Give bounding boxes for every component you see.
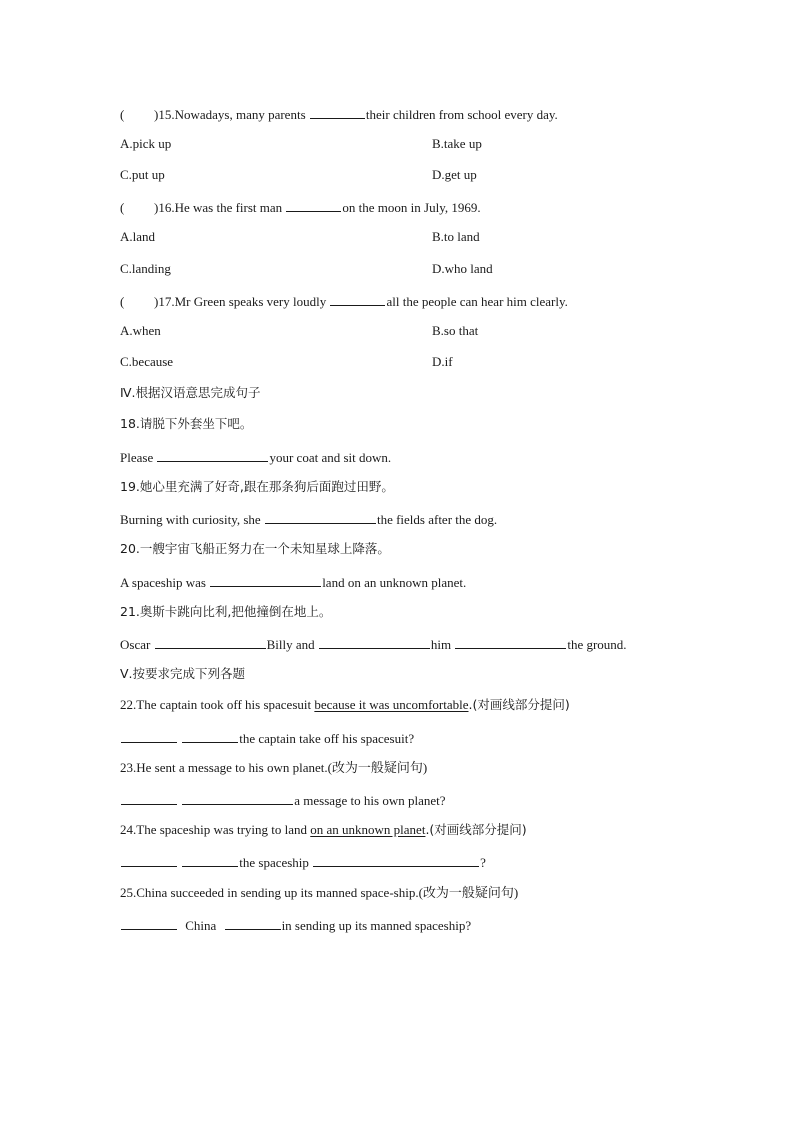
q21-english <box>120 635 627 653</box>
q24-stem <box>120 822 527 838</box>
q25-blank-2[interactable] <box>225 916 281 930</box>
q21-part-2: Billy and <box>266 637 315 652</box>
q24-pre: 24.The spaceship was trying to land <box>120 822 308 837</box>
q16-blank[interactable] <box>286 198 341 212</box>
q21-blank-2[interactable] <box>319 635 430 649</box>
q24-answer-end: ? <box>480 855 486 870</box>
q22-blank-1[interactable] <box>121 729 177 743</box>
section-5-title: Ⅴ.按要求完成下列各题 <box>120 666 246 681</box>
q23-answer-line <box>120 791 446 809</box>
q25-answer-post: in sending up its manned spaceship? <box>281 918 472 933</box>
question-16-stem <box>120 198 481 216</box>
answer-paren[interactable]: ( <box>120 294 125 309</box>
q17-option-b[interactable]: B.so that <box>432 323 479 338</box>
q17-stem-post: all the people can hear him clearly. <box>386 294 568 309</box>
q16-option-b[interactable]: B.to land <box>432 229 480 244</box>
q18-pre: Please <box>120 450 154 465</box>
q25-answer-line <box>120 916 471 934</box>
q24-answer-line <box>120 853 486 871</box>
q22-answer-post: the captain take off his spacesuit? <box>239 731 415 746</box>
q21-part-1: Oscar <box>120 637 151 652</box>
q20-chinese: 20.一艘宇宙飞船正努力在一个未知星球上降落。 <box>120 541 390 556</box>
q19-pre: Burning with curiosity, she <box>120 512 261 527</box>
q17-option-c[interactable]: C.because <box>120 354 174 369</box>
q19-english <box>120 510 497 528</box>
q17-option-d[interactable]: D.if <box>432 354 453 369</box>
q18-english <box>120 448 391 466</box>
q23-answer-post: a message to his own planet? <box>294 793 446 808</box>
q21-part-4: the ground. <box>567 637 627 652</box>
q18-blank[interactable] <box>157 448 268 462</box>
answer-paren[interactable]: ( <box>120 200 125 215</box>
q15-blank[interactable] <box>310 105 365 119</box>
section-4-title: Ⅳ.根据汉语意思完成句子 <box>120 385 261 400</box>
q21-chinese: 21.奥斯卡跳向比利,把他撞倒在地上。 <box>120 604 332 619</box>
q15-stem-post: their children from school every day. <box>365 107 558 122</box>
q16-stem-pre: )16.He was the first man <box>154 200 283 215</box>
q22-answer-line <box>120 729 414 747</box>
q24-instruction: .(对画线部分提问) <box>425 822 527 837</box>
q17-option-a[interactable]: A.when <box>120 323 161 338</box>
q23-stem: 23.He sent a message to his own planet.(改为一般疑问句) <box>120 760 428 775</box>
q21-blank-1[interactable] <box>155 635 266 649</box>
q20-pre: A spaceship was <box>120 575 206 590</box>
q17-stem-pre: )17.Mr Green speaks very loudly <box>154 294 327 309</box>
q16-option-c[interactable]: C.landing <box>120 261 171 276</box>
q15-option-c[interactable]: C.put up <box>120 167 165 182</box>
q21-part-3: him <box>430 637 452 652</box>
q19-post: the fields after the dog. <box>376 512 498 527</box>
question-17-stem <box>120 292 568 310</box>
q19-blank[interactable] <box>265 510 376 524</box>
q25-answer-mid: China <box>185 918 217 933</box>
q24-blank-3[interactable] <box>313 853 479 867</box>
q25-stem: 25.China succeeded in sending up its manned space-ship.(改为一般疑问句) <box>120 885 519 900</box>
q18-post: your coat and sit down. <box>269 450 392 465</box>
q15-option-d[interactable]: D.get up <box>432 167 477 182</box>
q22-stem <box>120 697 570 713</box>
q23-blank-1[interactable] <box>121 791 177 805</box>
q22-underlined: because it was uncomfortable <box>314 697 469 712</box>
q25-blank-1[interactable] <box>121 916 177 930</box>
q22-pre: 22.The captain took off his spacesuit <box>120 697 312 712</box>
answer-paren[interactable]: ( <box>120 107 125 122</box>
q22-blank-2[interactable] <box>182 729 238 743</box>
q19-chinese: 19.她心里充满了好奇,跟在那条狗后面跑过田野。 <box>120 479 394 494</box>
q23-blank-2[interactable] <box>182 791 293 805</box>
q15-stem-pre: )15.Nowadays, many parents <box>154 107 306 122</box>
q21-blank-3[interactable] <box>455 635 566 649</box>
q20-blank[interactable] <box>210 573 321 587</box>
q24-underlined: on an unknown planet <box>310 822 426 837</box>
q20-post: land on an unknown planet. <box>322 575 467 590</box>
q20-english <box>120 573 466 591</box>
q24-answer-mid: the spaceship <box>239 855 309 870</box>
q15-option-a[interactable]: A.pick up <box>120 136 172 151</box>
q16-stem-post: on the moon in July, 1969. <box>342 200 481 215</box>
q22-instruction: .(对画线部分提问) <box>468 697 570 712</box>
q15-option-b[interactable]: B.take up <box>432 136 482 151</box>
q18-chinese: 18.请脱下外套坐下吧。 <box>120 416 253 431</box>
question-15-stem <box>120 105 558 123</box>
q16-option-d[interactable]: D.who land <box>432 261 493 276</box>
q16-option-a[interactable]: A.land <box>120 229 156 244</box>
q17-blank[interactable] <box>330 292 385 306</box>
q24-blank-1[interactable] <box>121 853 177 867</box>
q24-blank-2[interactable] <box>182 853 238 867</box>
